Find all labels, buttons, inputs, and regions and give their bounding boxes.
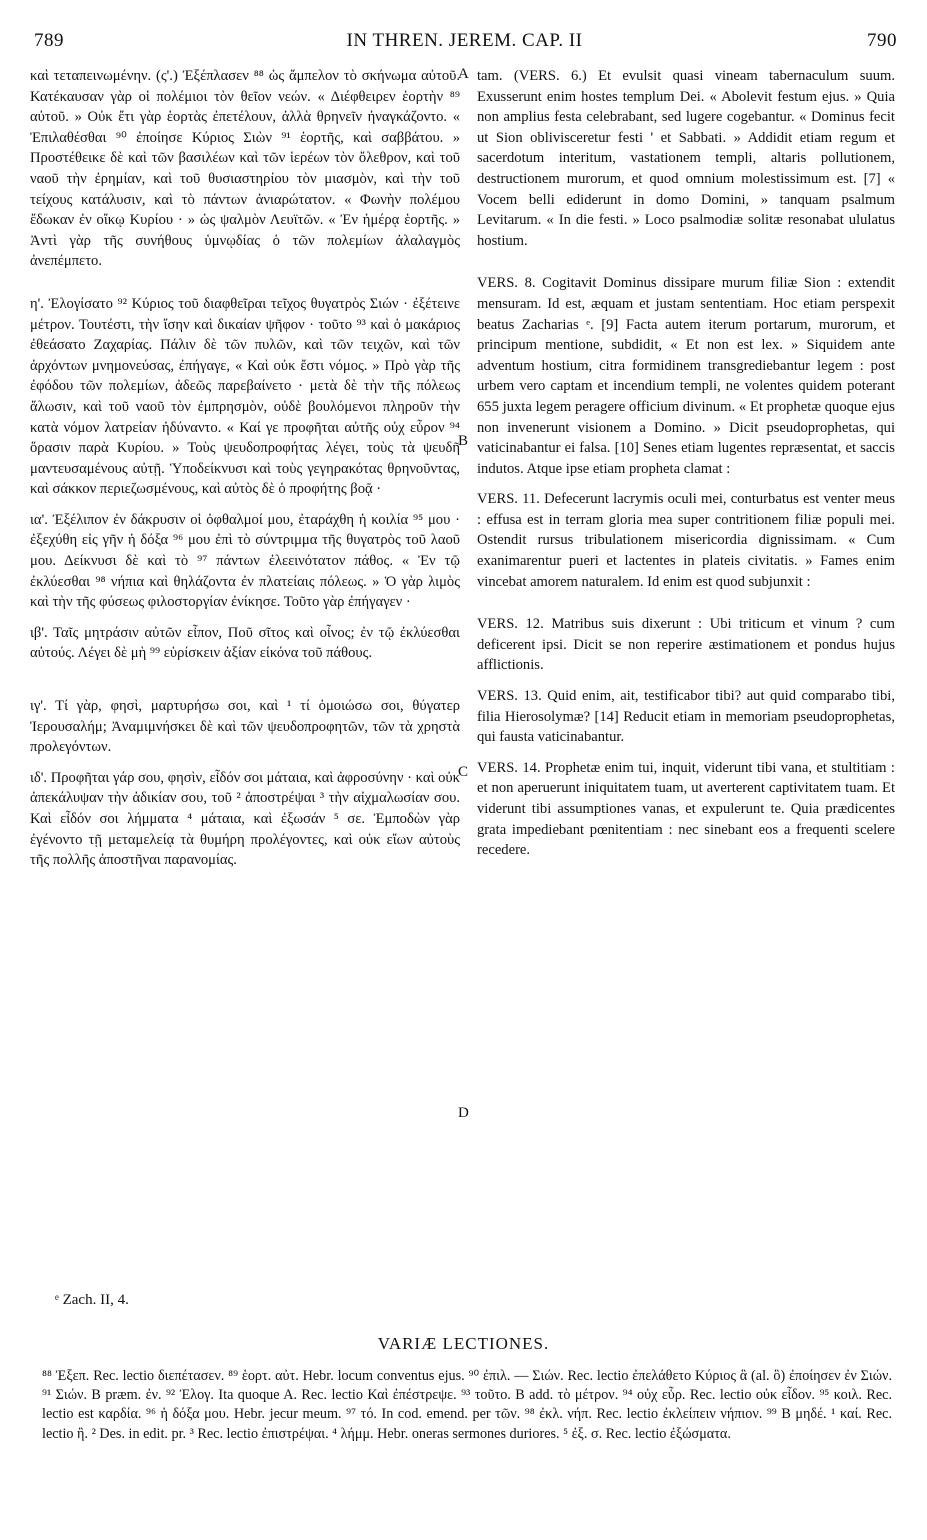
latin-paragraph-6: tam. (VERS. 6.) Et evulsit quasi vineam tabernaculum suum. Exusserunt enim hostes templum Dei. « Abolevit festum ejus. » Quia non amplius festa celebrabant, sed lugere cogebantur. « Dominus fecit ut Sion oblivisceretur festi ' et Sabbati. » Addidit etiam regum et sacerdotum interitum, vastationem templi, altaris pollutionem, destructionem murorum, et quod omnium molestissimum est. [7] « Vocem belli ediderunt in domo Domini, » tanquam psalmum Levitarum. « In die festi. » Loco psalmodiæ solitæ resonabat ululatus hostium.	[477, 68, 895, 249]
greek-column	[30, 66, 460, 871]
variae-lectiones	[42, 1367, 892, 1444]
running-title: IN THREN. JEREM. CAP. II	[346, 30, 583, 51]
latin-paragraph-11: VERS. 11. Defecerunt lacrymis oculi mei, conturbatus est venter meus : effusa est in terram gloria mea super contritionem filiæ populi mei. Ostendit rursus tribulationem misericordia dignissimam. « Cum exanimarentur pueri et lactentes in plateis civitatis. » Fames enim vincebat amorem naturalem. Id enim est quod subjunxit :	[477, 491, 895, 590]
page-header	[28, 30, 901, 64]
greek-paragraph-11: ια'. Ἐξέλιπον ἐν δάκρυσιν οἱ ὀφθαλμοί μου, ἐταράχθη ἡ κοιλία ⁹⁵ μου · ἐξεχύθη εἰς γῆν ἡ δόξα ⁹⁶ μου ἐπὶ τὸ σύντριμμα τῆς θυγατρὸς τοῦ λαοῦ μου. Δείκνυσι δὲ καὶ τὸ ⁹⁷ πάντων ἐλεεινότατον πάθος. « Ἐν τῷ ἐκλύεσθαι ⁹⁸ νήπια καὶ θηλάζοντα ἐν πλατείαις πόλεως. » Ὁ γὰρ λιμὸς καὶ τὴν τῆς φύσεως φιλοστοργίαν ἐνίκησε. Τοῦτο γὰρ ἐπήγαγεν ·	[30, 511, 460, 611]
margin-marker-c: C	[458, 764, 469, 780]
page-number-right: 790	[867, 30, 897, 51]
latin-paragraph-14: VERS. 14. Prophetæ enim tui, inquit, viderunt tibi vana, et stultitiam : et non aperuerunt iniquitatem tuam, ut averterent captivitatem tuam. Et viderunt tibi assumptiones vanas, et expulerunt te. Quia prædicentes grata impediebant pœnitentiam : nec sinebant eos a frequenti scelere recedere.	[477, 759, 895, 859]
margin-marker-d: D	[458, 1105, 469, 1121]
margin-marker-b: B	[458, 433, 469, 449]
variae-lectiones-title: VARIÆ LECTIONES.	[377, 1334, 550, 1353]
latin-paragraph-13: VERS. 13. Quid enim, ait, testificabor tibi? aut quid comparabo tibi, filia Hierosolymæ? [14] Reducit etiam in memoriam pseudoprophetas, qui fausta vaticinabantur.	[477, 688, 895, 746]
margin-marker-a: A	[458, 66, 469, 82]
greek-paragraph-12: ιβ'. Ταῖς μητράσιν αὐτῶν εἶπον, Ποῦ σῖτος καὶ οἶνος; ἐν τῷ ἐκλύεσθαι αὐτούς. Λέγει δὲ μὴ ⁹⁹ εὑρίσκειν ἀξίαν εἰκόνα τοῦ πάθους.	[30, 624, 460, 662]
greek-paragraph-8: η'. Ἐλογίσατο ⁹² Κύριος τοῦ διαφθεῖραι τεῖχος θυγατρὸς Σιών · ἐξέτεινε μέτρον. Τουτέστι, τὴν ἴσην καὶ δικαίαν ψῆφον · τοῦτο ⁹³ καὶ ὁ μακάριος ἐθεάσατο Ζαχαρίας. Πάλιν δὲ τῶν πυλῶν, καὶ τῶν τειχῶν, καὶ τῶν ἀρχόντων μνημονεύσας, ἐπήγαγε, « Καὶ οὐκ ἔστι νόμος. » Πρὸ γὰρ τῆς ἐφόδου τῶν πολεμίων, ἀδεῶς παρεβαίνετο · μετὰ δὲ τὴν τῆς πόλεως ἅλωσιν, καὶ τοῦ ναοῦ τὸν ἐμπρησμὸν, οὐδὲ βουλόμενοι πληροῦν τὴν κατὰ νόμον λατρείαν ἠδύναντο. « Καί γε προφῆται αὐτῆς οὐχ εὗρον ⁹⁴ ὅρασιν παρὰ Κυρίου. » Τοὺς ψευδοπροφήτας λέγει, τοὺς τὰ ψευδῆ μαντευσαμένους αὐτῇ. Ὑποδείκνυσι καὶ τοὺς γεγηρακότας θρηνοῦντας, καὶ σάκκον περιεζωσμένους, καὶ αὐτὸς δὲ ὁ προφήτης βοᾷ ·	[30, 295, 460, 498]
latin-paragraph-8: VERS. 8. Cogitavit Dominus dissipare murum filiæ Sion : extendit mensuram. Id est, æquam et justam sententiam. Hoc etiam perspexit beatus Zacharias ᵉ. [9] Facta autem iterum portarum, murorum, et principum mentione, subdidit, « Et non est lex. » Siquidem ante adventum hostium, citra formidinem transgrediebantur legem : post urbem vero captam et incendium templi, ne volentes quidem poterant 655 juxta legem peragere officium divinum. « Et prophetæ quoque ejus non invenerunt visionem a Domino. » Dicit pseudoprophetas, qui vaticinabantur ei falsa. [10] Senes etiam lugentes repræsentat, et saccis indutos. Atque ipse etiam propheta clamat :	[477, 275, 895, 477]
greek-paragraph-13: ιγ'. Τί γὰρ, φησὶ, μαρτυρήσω σοι, καὶ ¹ τί ὁμοιώσω σοι, θύγατερ Ἱερουσαλήμ; Ἀναμιμνήσκει δὲ καὶ τῶν ψευδοπροφητῶν, τῶν τὰ χρηστὰ προλεγόντων.	[30, 698, 460, 756]
latin-paragraph-12: VERS. 12. Matribus suis dixerunt : Ubi triticum et vinum ? cum deficerent ipsi. Dicit se non reperire æstimationem et pondus hujus afflictionis.	[477, 616, 895, 674]
variae-lectiones-text: ⁸⁸ Ἐξεπ. Rec. lectio διεπέτασεν. ⁸⁹ ἑορτ. αὐτ. Hebr. locum conventus ejus. ⁹⁰ ἐπιλ. — Σιών. Rec. lectio ἐπελάθετο Κύριος ἃ (al. ὃ) ἐποίησεν ἐν Σιών. ⁹¹ Σιών. B præm. ἐν. ⁹² Ἐλογ. Ita quoque A. Rec. lectio Καὶ ἐπέστρεψε. ⁹³ τοῦτο. B add. τὸ μέτρον. ⁹⁴ οὐχ εὗρ. Rec. lectio οὐκ εἶδον. ⁹⁵ κοιλ. Rec. lectio est καρδία. ⁹⁶ ἡ δόξα μου. Hebr. jecur meum. ⁹⁷ τό. In cod. emend. per τῶν. ⁹⁸ ἐκλ. νήπ. Rec. lectio ἐκλείπειν νήπιον. ⁹⁹ B μηδέ. ¹ καί. Rec. lectio ἢ. ² Des. in edit. pr. ³ Rec. lectio ἐπιστρέψαι. ⁴ λήμμ. Hebr. oneras sermones duriores. ⁵ ἐξ. σ. Rec. lectio ἐξώσματα.	[42, 1368, 892, 1442]
footnote: ᵉ Zach. II, 4.	[55, 1292, 129, 1308]
latin-column	[477, 66, 895, 861]
greek-paragraph-6: καὶ τεταπεινωμένην. (ς'.) Ἐξέπλασεν ⁸⁸ ὡς ἄμπελον τὸ σκήνωμα αὐτοῦ. Κατέκαυσαν γὰρ οἱ πολέμιοι τὸν θεῖον νεών. « Διέφθειρεν ἑορτὴν ⁸⁹ αὐτοῦ. » Οὐκ ἔτι γὰρ ἑορτὰς ἐπετέλουν, ἀλλὰ θρηνεῖν ἠναγκάζοντο. « Ἐπιλαθέσθαι ⁹⁰ ἐποίησε Κύριος Σιὼν ⁹¹ ἑορτῆς, καὶ σαββάτου. » Προστέθεικε δὲ καὶ τῶν βασιλέων καὶ τῶν ἱερέων τὸν ὄλεθρον, καὶ τοῦ ναοῦ τὴν ἐρημίαν, καὶ τοῦ θυσιαστηρίου τὸν μιασμὸν, καὶ τὴν τοῦ τείχους κατάλυσιν, καὶ τὸ πάντων ἀνιαρώτατον. « Φωνὴν πολέμου ἔδωκαν ἐν οἴκῳ Κυρίου · » ὡς ψαλμὸν Λευϊτῶν. « Ἐν ἡμέρᾳ ἑορτῆς. » Ἀντὶ γὰρ τῆς συνήθους ὑμνῳδίας ὁ τῶν πολεμίων ἀλαλαγμὸς ἀνεπέμπετο.	[30, 68, 460, 270]
greek-paragraph-14: ιδ'. Προφῆται γάρ σου, φησὶν, εἶδόν σοι μάταια, καὶ ἀφροσύνην · καὶ οὐκ ἀπεκάλυψαν τὴν ἀδικίαν σου, τοῦ ² ἀποστρέψαι ³ τὴν αἰχμαλωσίαν σου. Καὶ εἶδόν σοι λήμματα ⁴ μάταια, καὶ ἐξωσάν ⁵ σε. Ἐμποδὼν γὰρ ἐγένοντο τῇ μεταμελείᾳ τὰ θυμήρη προλέγοντες, καὶ οὐκ εἴων αὐτοὺς τῆς πολλῆς ἀποστῆναι παρανομίας.	[30, 769, 461, 869]
page-number-left: 789	[34, 30, 64, 51]
